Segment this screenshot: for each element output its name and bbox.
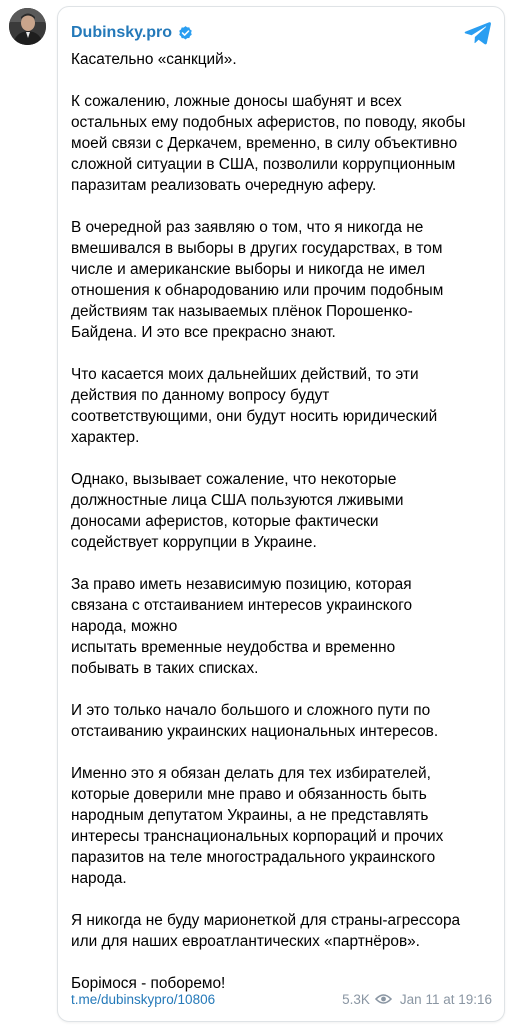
post-paragraph [71,910,499,952]
text-line: Именно это я обязан делать для тех избирателей, [71,765,431,782]
text-line: Я никогда не буду марионеткой для страны-агрессора [71,912,461,929]
text-line: должностные лица США пользуются лживыми [71,492,404,509]
text-line: остальных ему подобных аферистов, по поводу, якобы [71,114,466,131]
text-line: соответствующими, они будут носить юридический [71,408,438,425]
text-line: Касательно «санкций». [71,51,237,68]
channel-avatar[interactable] [9,8,46,45]
post-paragraph [71,91,499,196]
text-line: отстаиванию украинских национальных интересов. [71,723,439,740]
text-line: действиям так называемых плёнок Порошенко- [71,303,413,320]
text-line: или для наших евроатлантических «партнёров». [71,933,420,950]
text-line: народа, можно [71,618,178,635]
text-line: отношения к обнародованию или прочим подобным [71,282,444,299]
text-line: сложной ситуации в США, позволили коррупционным [71,156,456,173]
avatar-photo [9,8,46,45]
text-line: вмешивался в выборы в других государствах, в том [71,240,443,257]
text-line: Байдена. И это все прекрасно знают. [71,324,336,341]
text-line: связана с отстаиванием интересов украинского [71,597,413,614]
post-header [71,20,492,46]
text-line: интересы транснациональных корпораций и прочих [71,828,444,845]
text-line: народным депутатом Украины, а не представлять [71,807,429,824]
text-line: содействует коррупции в Украине. [71,534,317,551]
text-line: которые доверили мне право и обязанность быть [71,786,427,803]
text-line: характер. [71,429,140,446]
text-line: испытать временные неудобства и временно [71,639,396,656]
text-line: числе и американские выборы и никогда не имел [71,261,426,278]
telegram-icon[interactable] [464,20,492,46]
text-line: Что касается моих дальнейших действий, то эти [71,366,419,383]
text-line: паразитам реализовать очередную аферу. [71,177,377,194]
eye-icon [375,993,392,1005]
post-text [71,49,499,1015]
post-footer [71,989,492,1009]
text-line: моей связи с Деркачем, временно, в силу объективно [71,135,458,152]
text-line: побывать в таких списках. [71,660,259,677]
post-paragraph [71,49,499,70]
text-line: За право иметь независимую позицию, которая [71,576,412,593]
channel-name-link[interactable]: Dubinsky.pro [71,24,173,41]
text-line: паразитов на теле многострадального украинского [71,849,436,866]
post-paragraph [71,574,499,679]
text-line: Борімося - поборемо! [71,975,226,992]
text-line: К сожалению, ложные доносы шабунят и всех [71,93,402,110]
text-line: народа. [71,870,127,887]
text-line: Однако, вызывает сожаление, что некоторые [71,471,397,488]
text-line: И это только начало большого и сложного пути по [71,702,431,719]
post-meta [342,992,492,1007]
text-line: доносами аферистов, которые фактически [71,513,379,530]
post-permalink[interactable]: t.me/dubinskypro/10806 [71,991,216,1007]
post-paragraph [71,469,499,553]
post-paragraph [71,364,499,448]
post-paragraph [71,217,499,343]
post-paragraph [71,700,499,742]
view-count: 5.3K [342,991,370,1007]
post-card [57,6,505,1022]
post-date: Jan 11 at 19:16 [399,991,492,1007]
text-line: В очередной раз заявляю о том, что я никогда не [71,219,424,236]
verified-badge-icon [177,25,194,42]
text-line: действия по данному вопросу будут [71,387,330,404]
post-paragraph [71,763,499,889]
